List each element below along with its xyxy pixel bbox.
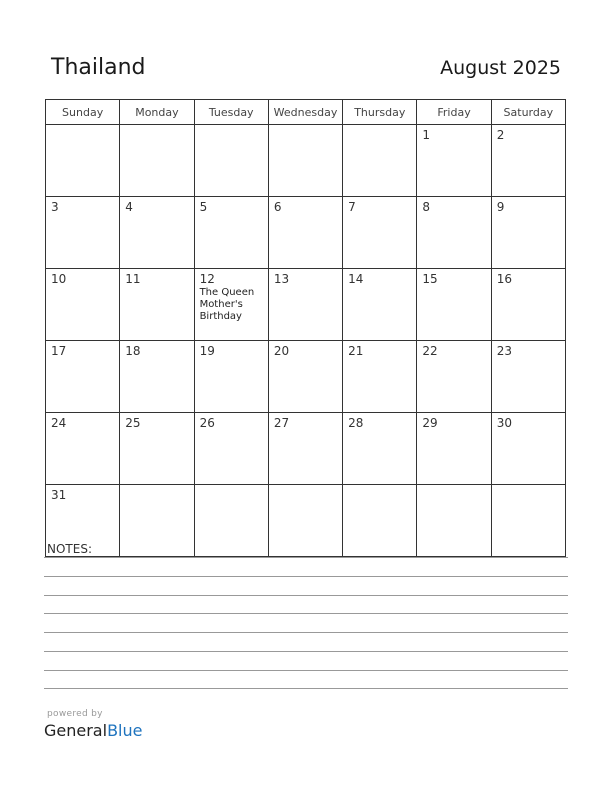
holiday-label: The Queen Mother's Birthday bbox=[199, 287, 255, 322]
day-cell bbox=[46, 269, 120, 341]
notes-line bbox=[44, 557, 568, 558]
day-cell bbox=[417, 125, 491, 197]
day-number: 16 bbox=[496, 272, 512, 286]
day-cell bbox=[268, 269, 342, 341]
day-number: 4 bbox=[125, 200, 133, 214]
day-cell bbox=[491, 485, 565, 557]
day-number: 30 bbox=[496, 416, 512, 430]
day-cell bbox=[120, 485, 194, 557]
day-number: 12 bbox=[199, 272, 215, 286]
notes-line bbox=[44, 613, 568, 614]
weekday-wednesday: Wednesday bbox=[268, 100, 342, 125]
day-number: 31 bbox=[51, 488, 67, 502]
day-number: 6 bbox=[273, 200, 282, 214]
week-row bbox=[46, 485, 566, 557]
day-cell bbox=[194, 125, 268, 197]
calendar-body bbox=[46, 125, 566, 557]
day-cell bbox=[194, 341, 268, 413]
day-cell bbox=[268, 485, 342, 557]
week-row bbox=[46, 125, 566, 197]
day-cell bbox=[491, 269, 565, 341]
brand-blue: Blue bbox=[107, 721, 143, 740]
notes-line bbox=[44, 632, 568, 633]
day-number: 2 bbox=[496, 128, 505, 142]
day-number: 27 bbox=[273, 416, 290, 430]
day-cell bbox=[417, 413, 491, 485]
day-cell bbox=[491, 125, 565, 197]
day-cell bbox=[343, 269, 417, 341]
day-number: 14 bbox=[348, 272, 364, 286]
day-cell bbox=[343, 341, 417, 413]
day-number: 17 bbox=[51, 344, 67, 358]
day-cell bbox=[120, 197, 194, 269]
day-cell bbox=[343, 413, 417, 485]
day-cell bbox=[491, 341, 565, 413]
day-number: 8 bbox=[422, 200, 431, 214]
weekday-tuesday: Tuesday bbox=[194, 100, 268, 125]
powered-by-text: powered by bbox=[47, 709, 103, 719]
day-cell bbox=[194, 197, 268, 269]
week-row bbox=[46, 413, 566, 485]
day-number: 15 bbox=[422, 272, 438, 286]
day-cell bbox=[120, 413, 194, 485]
notes-label: NOTES: bbox=[47, 542, 92, 556]
month-title: August 2025 bbox=[440, 57, 561, 79]
brand-general: General bbox=[44, 721, 108, 740]
day-number: 10 bbox=[51, 272, 67, 286]
day-cell bbox=[194, 485, 268, 557]
day-cell bbox=[120, 125, 194, 197]
weekday-header-row bbox=[46, 100, 566, 125]
day-cell bbox=[268, 197, 342, 269]
weekday-thursday: Thursday bbox=[343, 100, 417, 125]
notes-line bbox=[44, 670, 568, 671]
week-row bbox=[46, 269, 566, 341]
day-cell bbox=[343, 485, 417, 557]
day-cell bbox=[343, 197, 417, 269]
day-number: 5 bbox=[199, 200, 208, 214]
day-number: 7 bbox=[348, 200, 356, 214]
day-cell bbox=[120, 341, 194, 413]
day-number: 25 bbox=[125, 416, 141, 430]
week-row bbox=[46, 197, 566, 269]
day-number: 19 bbox=[199, 344, 215, 358]
day-number: 13 bbox=[273, 272, 290, 286]
day-number: 11 bbox=[125, 272, 141, 286]
day-cell bbox=[194, 413, 268, 485]
day-number: 28 bbox=[348, 416, 364, 430]
day-cell bbox=[491, 197, 565, 269]
day-cell bbox=[343, 125, 417, 197]
notes-line bbox=[44, 595, 568, 596]
day-number: 26 bbox=[199, 416, 215, 430]
day-cell bbox=[46, 197, 120, 269]
notes-line bbox=[44, 688, 568, 689]
calendar-grid bbox=[45, 99, 566, 557]
brand-logo[interactable] bbox=[44, 721, 142, 740]
day-cell bbox=[194, 269, 268, 341]
day-cell bbox=[417, 485, 491, 557]
weekday-monday: Monday bbox=[120, 100, 194, 125]
day-cell bbox=[120, 269, 194, 341]
day-cell bbox=[268, 413, 342, 485]
day-cell bbox=[417, 197, 491, 269]
day-cell bbox=[491, 413, 565, 485]
day-cell bbox=[46, 125, 120, 197]
day-cell bbox=[46, 413, 120, 485]
day-number: 22 bbox=[422, 344, 438, 358]
day-number: 24 bbox=[51, 416, 67, 430]
day-number: 9 bbox=[496, 200, 505, 214]
day-cell bbox=[268, 125, 342, 197]
weekday-sunday: Sunday bbox=[46, 100, 120, 125]
country-title: Thailand bbox=[51, 55, 146, 80]
day-cell bbox=[417, 341, 491, 413]
day-number: 20 bbox=[273, 344, 290, 358]
day-number: 1 bbox=[422, 128, 431, 142]
day-number: 3 bbox=[51, 200, 59, 214]
week-row bbox=[46, 341, 566, 413]
notes-line bbox=[44, 576, 568, 577]
day-number: 23 bbox=[496, 344, 512, 358]
notes-line bbox=[44, 651, 568, 652]
day-cell bbox=[417, 269, 491, 341]
day-number: 29 bbox=[422, 416, 438, 430]
day-number: 21 bbox=[348, 344, 364, 358]
day-cell bbox=[268, 341, 342, 413]
weekday-friday: Friday bbox=[417, 100, 491, 125]
weekday-saturday: Saturday bbox=[491, 100, 565, 125]
day-cell bbox=[46, 341, 120, 413]
day-number: 18 bbox=[125, 344, 141, 358]
